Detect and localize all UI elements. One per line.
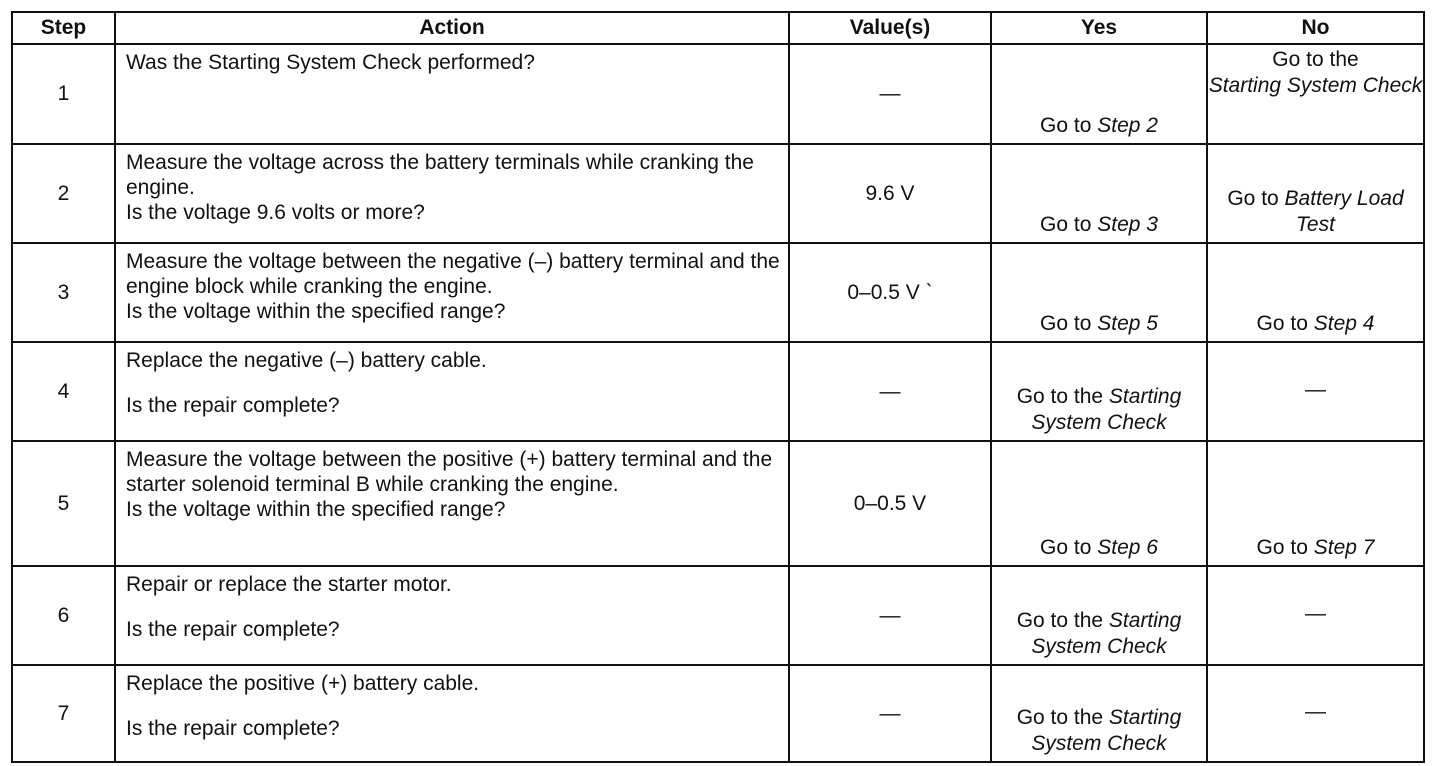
yes-prefix: Go to the <box>1016 609 1109 632</box>
no-dash: — <box>1305 601 1326 625</box>
no-cell <box>1207 665 1424 762</box>
table-row <box>12 243 1424 342</box>
value-text: 0–0.5 V <box>853 491 927 515</box>
no-cell <box>1207 243 1424 342</box>
yes-cell <box>991 44 1207 144</box>
table-row <box>12 144 1424 243</box>
value-text: — <box>879 701 901 725</box>
action-text: Measure the voltage across the battery terminals while cranking the engine. <box>126 151 754 199</box>
no-cell <box>1207 144 1424 243</box>
no-prefix: Go to <box>1256 312 1314 335</box>
value-cell <box>789 44 991 144</box>
value-cell <box>789 566 991 665</box>
step-number: 2 <box>57 181 70 205</box>
step-cell <box>12 243 115 342</box>
yes-cell <box>991 665 1207 762</box>
table-row <box>12 566 1424 665</box>
no-link: Step 4 <box>1313 312 1375 335</box>
yes-link: Step 6 <box>1097 536 1158 559</box>
step-cell <box>12 144 115 243</box>
yes-prefix: Go to the <box>1016 706 1109 729</box>
yes-cell <box>991 566 1207 665</box>
value-text: 0–0.5 V ` <box>847 280 933 304</box>
no-link: Step 7 <box>1313 536 1375 559</box>
action-cell <box>115 665 789 762</box>
yes-link: Step 2 <box>1097 114 1158 137</box>
value-cell <box>789 243 991 342</box>
yes-prefix: Go to <box>1040 312 1098 335</box>
action-text: Measure the voltage between the negative (–) battery terminal and the engine block while cranking the engine. <box>126 250 780 298</box>
step-number: 5 <box>57 491 70 515</box>
no-link: Battery Load Test <box>1284 187 1404 236</box>
value-text: — <box>879 82 901 105</box>
yes-cell <box>991 144 1207 243</box>
action-cell <box>115 144 789 243</box>
action-text: Was the Starting System Check performed? <box>126 51 535 74</box>
no-prefix: Go to <box>1227 187 1285 210</box>
action-cell <box>115 441 789 566</box>
step-cell <box>12 665 115 762</box>
value-cell <box>789 665 991 762</box>
yes-cell <box>991 342 1207 441</box>
question-text: Is the repair complete? <box>126 618 340 641</box>
step-cell <box>12 441 115 566</box>
action-text: Replace the negative (–) battery cable. <box>126 349 487 372</box>
question-text: Is the voltage within the specified range? <box>126 498 506 521</box>
no-cell <box>1207 566 1424 665</box>
yes-link: Starting System Check <box>1031 385 1182 434</box>
step-number: 7 <box>57 701 70 725</box>
question-text: Is the voltage 9.6 volts or more? <box>126 201 425 224</box>
yes-cell <box>991 243 1207 342</box>
value-cell <box>789 144 991 243</box>
step-cell <box>12 342 115 441</box>
no-prefix: Go to the <box>1272 48 1359 71</box>
header-no: No <box>1207 12 1424 44</box>
yes-link: Starting System Check <box>1031 609 1182 658</box>
question-text: Is the voltage within the specified range? <box>126 300 506 323</box>
no-dash: — <box>1305 377 1326 401</box>
header-step: Step <box>12 12 115 44</box>
header-yes: Yes <box>991 12 1207 44</box>
table-row <box>12 665 1424 762</box>
step-cell <box>12 44 115 144</box>
header-row <box>12 12 1424 44</box>
yes-cell <box>991 441 1207 566</box>
no-cell <box>1207 342 1424 441</box>
value-cell <box>789 342 991 441</box>
table-row <box>12 44 1424 144</box>
no-cell <box>1207 441 1424 566</box>
step-number: 3 <box>57 280 70 304</box>
action-cell <box>115 566 789 665</box>
yes-link: Starting System Check <box>1031 706 1182 755</box>
step-number: 4 <box>57 379 70 403</box>
action-text: Measure the voltage between the positive (+) battery terminal and the starter solenoid terminal B while cranking the engine. <box>126 448 773 496</box>
step-number: 6 <box>57 603 70 627</box>
table-body <box>12 44 1424 762</box>
value-text: 9.6 V <box>865 181 915 205</box>
table-row <box>12 441 1424 566</box>
no-cell <box>1207 44 1424 144</box>
action-text: Replace the positive (+) battery cable. <box>126 672 480 695</box>
question-text: Is the repair complete? <box>126 394 340 417</box>
value-cell <box>789 441 991 566</box>
action-text: Repair or replace the starter motor. <box>126 573 452 596</box>
no-dash: — <box>1305 699 1326 723</box>
diagnostic-table <box>11 11 1425 763</box>
header-action: Action <box>115 12 789 44</box>
question-text: Is the repair complete? <box>126 717 340 740</box>
table-row <box>12 342 1424 441</box>
yes-prefix: Go to the <box>1016 385 1109 408</box>
action-cell <box>115 243 789 342</box>
yes-prefix: Go to <box>1040 114 1098 137</box>
no-prefix: Go to <box>1256 536 1314 559</box>
value-text: — <box>879 603 901 627</box>
header-values: Value(s) <box>789 12 991 44</box>
no-link: Starting System Check <box>1208 74 1423 97</box>
yes-link: Step 5 <box>1097 312 1158 335</box>
action-cell <box>115 44 789 144</box>
yes-prefix: Go to <box>1040 213 1098 236</box>
step-cell <box>12 566 115 665</box>
yes-link: Step 3 <box>1097 213 1158 236</box>
value-text: — <box>879 379 901 403</box>
yes-prefix: Go to <box>1040 536 1098 559</box>
step-number: 1 <box>57 82 70 105</box>
action-cell <box>115 342 789 441</box>
